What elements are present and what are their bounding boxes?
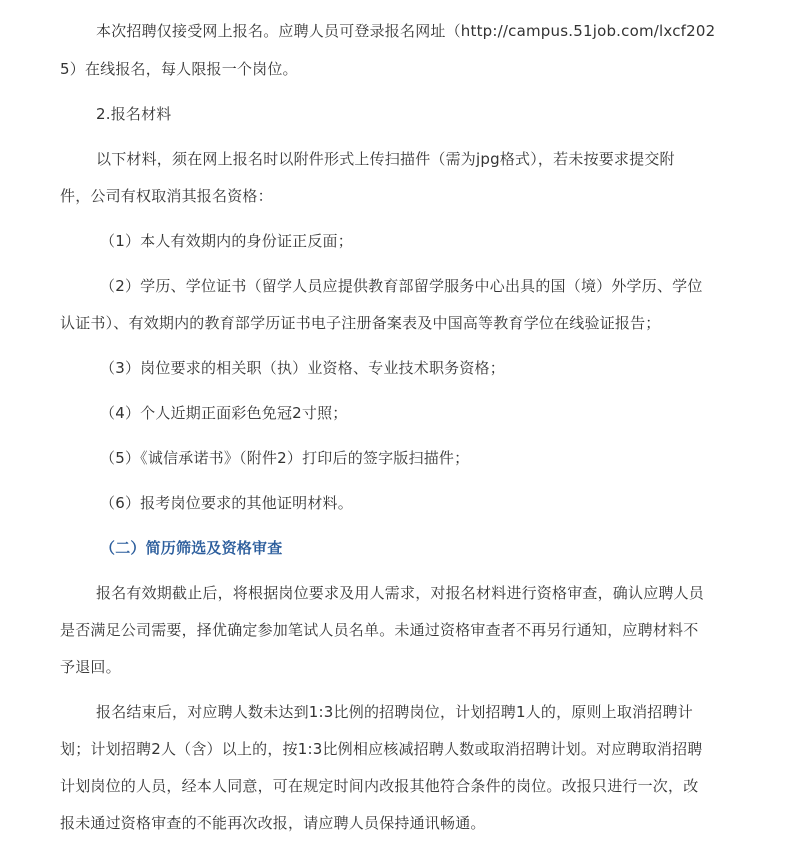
- paragraph-cancellation-line-2: 划；计划招聘2人（含）以上的，按1:3比例相应核减招聘人数或取消招聘计划。对应聘取消招聘: [60, 740, 703, 758]
- paragraph-cancellation-line-1: 报名结束后，对应聘人数未达到1:3比例的招聘岗位，计划招聘1人的，原则上取消招聘计: [96, 703, 693, 721]
- paragraph-registration-line-2: 5）在线报名，每人限报一个岗位。: [60, 60, 298, 78]
- paragraph-materials-line-2: 件，公司有权取消其报名资格：: [60, 187, 273, 205]
- list-item-integrity-letter: （5）《诚信承诺书》（附件2）打印后的签字版扫描件；: [100, 449, 470, 467]
- list-item-photo: （4）个人近期正面彩色免冠2寸照；: [100, 404, 348, 422]
- paragraph-cancellation-line-3: 计划岗位的人员，经本人同意，可在规定时间内改报其他符合条件的岗位。改报只进行一次，改: [60, 777, 699, 795]
- list-item-other-materials: （6）报考岗位要求的其他证明材料。: [100, 494, 353, 512]
- list-item-diploma-line-2: 认证书）、有效期内的教育部学历证书电子注册备案表及中国高等教育学位在线验证报告；: [60, 314, 661, 332]
- paragraph-registration-line-1: 本次招聘仅接受网上报名。应聘人员可登录报名网址（http://campus.51job.com/lxcf202: [96, 22, 716, 40]
- list-item-qualification: （3）岗位要求的相关职（执）业资格、专业技术职务资格；: [100, 359, 505, 377]
- paragraph-materials-line-1: 以下材料，须在网上报名时以附件形式上传扫描件（需为jpg格式），若未按要求提交附: [96, 150, 675, 168]
- list-item-diploma-line-1: （2）学历、学位证书（留学人员应提供教育部留学服务中心出具的国（境）外学历、学位: [100, 277, 703, 295]
- paragraph-screening-line-2: 是否满足公司需要，择优确定参加笔试人员名单。未通过资格审查者不再另行通知，应聘材料不: [60, 621, 699, 639]
- paragraph-screening-line-1: 报名有效期截止后，将根据岗位要求及用人需求，对报名材料进行资格审查，确认应聘人员: [96, 584, 705, 602]
- paragraph-screening-line-3: 予退回。: [60, 658, 121, 676]
- list-item-id-card: （1）本人有效期内的身份证正反面；: [100, 232, 353, 250]
- section-title-materials: 2.报名材料: [96, 105, 172, 123]
- paragraph-cancellation-line-4: 报未通过资格审查的不能再次改报，请应聘人员保持通讯畅通。: [60, 814, 486, 832]
- section-heading-screening: （二）简历筛选及资格审查: [100, 539, 283, 557]
